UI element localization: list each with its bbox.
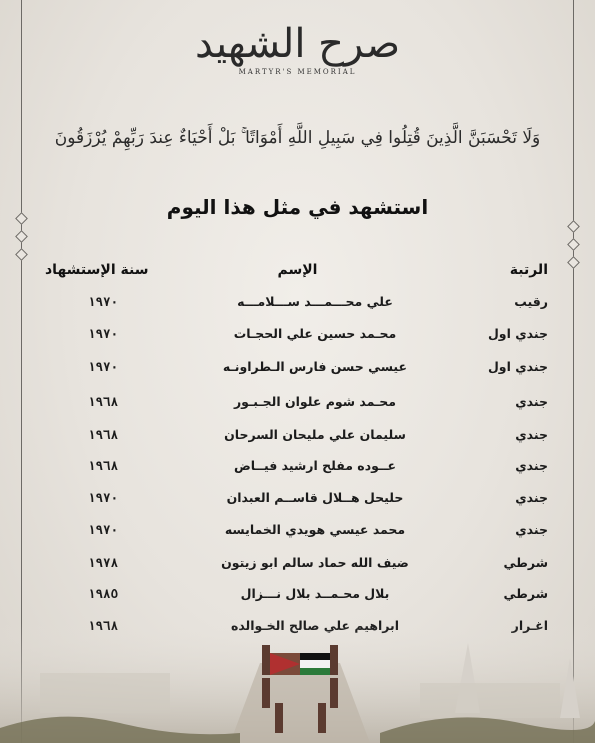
rank-cell: جندي اول [487,359,548,374]
quran-verse: وَلَا تَحْسَبَنَّ الَّذِينَ قُتِلُوا فِي سَبِيلِ اللَّهِ أَمْوَاتًا ۚ بَلْ أَحْيَاءٌ عِندَ رَبِّهِمْ يُرْزَقُونَ [54,128,541,148]
rank-cell: جندي [515,394,548,409]
list-item [0,458,595,482]
memorial-illustration [0,623,595,743]
list-item [0,326,595,350]
header-year: سنة الإستشهاد [45,262,149,278]
header-rank: الرتبة [509,262,548,278]
name-cell: بلال محـمــد بلال نـــزال [240,586,390,601]
year-cell: ١٩٧٠ [88,490,119,505]
name-cell: علي محـــمـــد ســـلامـــه [237,294,393,309]
year-cell: ١٩٦٨ [88,394,119,409]
name-cell: ضيف الله حماد سالم ابو زيتون [221,555,409,570]
rank-cell: جندي اول [487,326,548,341]
memorial-logo [0,18,595,76]
name-cell: محـمد حسين علي الحجـات [233,326,397,341]
year-cell: ١٩٧٠ [88,359,119,374]
list-item [0,294,595,318]
flag-stripe-green [300,668,330,675]
stone-wall [40,673,170,713]
flag-stripe-black [300,653,330,660]
year-cell: ١٩٦٨ [88,427,119,442]
list-item [0,555,595,579]
year-cell: ١٩٧٠ [88,522,119,537]
year-cell: ١٩٧٠ [88,326,119,341]
rank-cell: رقيب [514,294,548,309]
name-cell: محمد عيسي هويدي الخمايسه [224,522,406,537]
logo-arabic: صرح الشهيد [194,21,401,67]
list-item [0,490,595,514]
stone-wall [420,683,560,718]
rank-cell: جندي [515,427,548,442]
right-ornament [567,238,580,251]
rank-cell: جندي [515,522,548,537]
rank-cell: شرطي [503,586,548,601]
name-cell: سليمان علي مليحان السرحان [224,427,406,442]
rank-cell: جندي [515,458,548,473]
right-ornament [567,220,580,233]
list-item [0,359,595,383]
list-item [0,522,595,546]
header-name: الإسم [277,262,318,278]
year-cell: ١٩٦٨ [88,458,119,473]
name-cell: عيسي حسن فارس الـطراونـه [222,359,408,374]
name-cell: حليحل هــلال قاســم العبدان [226,490,404,505]
memorial-background-scene [0,623,595,743]
year-cell: ١٩٧٠ [88,294,119,309]
logo-english: MARTYR'S MEMORIAL [238,68,357,76]
left-ornament [15,248,28,261]
rank-cell: جندي [515,490,548,505]
list-item [0,427,595,451]
left-ornament [15,230,28,243]
name-cell: محـمد شوم علوان الجـبـور [233,394,397,409]
year-cell: ١٩٧٨ [88,555,119,570]
flag-stripe-white [300,660,330,668]
year-cell: ١٩٨٥ [88,586,119,601]
rank-cell: شرطي [503,555,548,570]
page-title: استشهد في مثل هذا اليوم [166,195,429,219]
list-item [0,394,595,418]
name-cell: عــوده مفلح ارشيد فيــاض [233,458,397,473]
list-item [0,586,595,610]
